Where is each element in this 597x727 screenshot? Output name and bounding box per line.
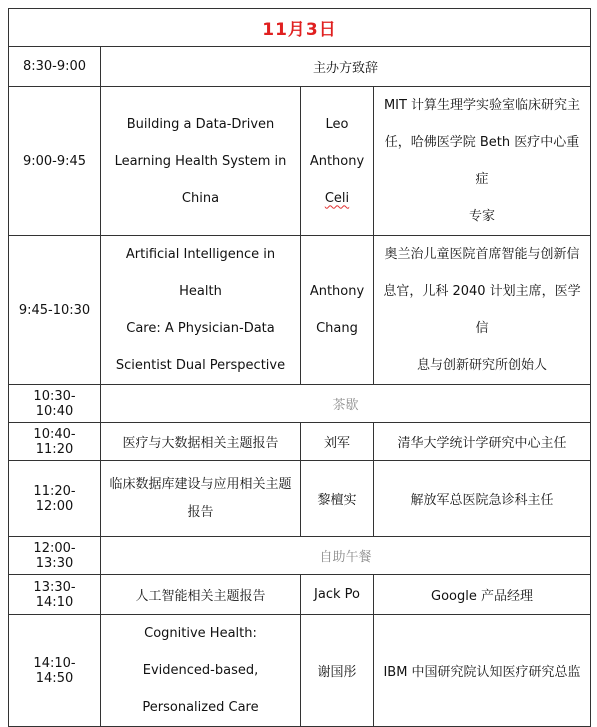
time-cell: 12:00-13:30 [9,537,101,575]
speaker-cell: 黎檀实 [301,461,374,537]
affiliation-cell [374,87,591,236]
topic-cell [101,461,301,537]
day-title: 11月3日 [9,9,591,47]
topic-line: Building a Data-Driven [126,116,275,132]
speaker-line: Celi [324,190,350,206]
topic-line: 报告 [187,504,214,520]
table-row [9,423,591,461]
affiliation-cell [374,236,591,385]
table-row [9,537,591,575]
event-cell: 主办方致辞 [101,47,591,87]
speaker-cell: 刘军 [301,423,374,461]
time-cell: 13:30-14:10 [9,575,101,615]
event-cell: 茶歇 [101,385,591,423]
affiliation-line: MIT 计算生理学实验室临床研究主 [383,98,581,113]
time-cell: 10:30-10:40 [9,385,101,423]
topic-line: Personalized Care [142,700,259,715]
time-cell: 14:10-14:50 [9,615,101,727]
topic-cell: 医疗与大数据相关主题报告 [101,423,301,461]
affiliation-line: 奥兰治儿童医院首席智能与创新信 [384,247,580,262]
time-cell: 11:20-12:00 [9,461,101,537]
time-cell: 9:00-9:45 [9,87,101,236]
speaker-cell [301,236,374,385]
table-row [9,615,591,727]
schedule-table [8,8,591,727]
topic-line: Cognitive Health: [144,626,257,641]
topic-line: China [181,190,220,206]
table-row [9,385,591,423]
time-cell: 8:30-9:00 [9,47,101,87]
speaker-cell [301,87,374,236]
speaker-line: Anthony [309,153,365,169]
affiliation-cell: 解放军总医院急诊科主任 [374,461,591,537]
time-cell: 10:40-11:20 [9,423,101,461]
table-row [9,575,591,615]
affiliation-line: 任，哈佛医学院 Beth 医疗中心重症 [384,135,580,187]
table-row [9,87,591,236]
topic-cell [101,236,301,385]
topic-line: Learning Health System in [114,153,287,169]
affiliation-line: 专家 [468,209,495,224]
table-row [9,47,591,87]
speaker-cell: Jack Po [301,575,374,615]
title-row [9,9,591,47]
topic-cell [101,87,301,236]
affiliation-cell: 清华大学统计学研究中心主任 [374,423,591,461]
topic-line: 临床数据库建设与应用相关主题 [109,476,292,492]
speaker-line: Anthony [309,284,365,299]
speaker-line: Leo [325,116,349,132]
table-row [9,236,591,385]
speaker-line: Chang [316,321,358,336]
topic-line: Care: A Physician-Data [126,321,275,336]
affiliation-cell: Google 产品经理 [374,575,591,615]
speaker-line-wrap [307,180,367,217]
affiliation-line: 息官，儿科 2040 计划主席，医学信 [383,284,581,336]
topic-line: Artificial Intelligence in Health [125,247,276,299]
table-row [9,461,591,537]
topic-cell [101,615,301,727]
topic-cell: 人工智能相关主题报告 [101,575,301,615]
affiliation-line: 息与创新研究所创始人 [416,358,547,373]
affiliation-cell: IBM 中国研究院认知医疗研究总监 [374,615,591,727]
event-cell: 自助午餐 [101,537,591,575]
time-cell: 9:45-10:30 [9,236,101,385]
speaker-cell: 谢国彤 [301,615,374,727]
topic-line: Evidenced-based, [142,663,259,678]
topic-line: Scientist Dual Perspective [115,358,286,373]
